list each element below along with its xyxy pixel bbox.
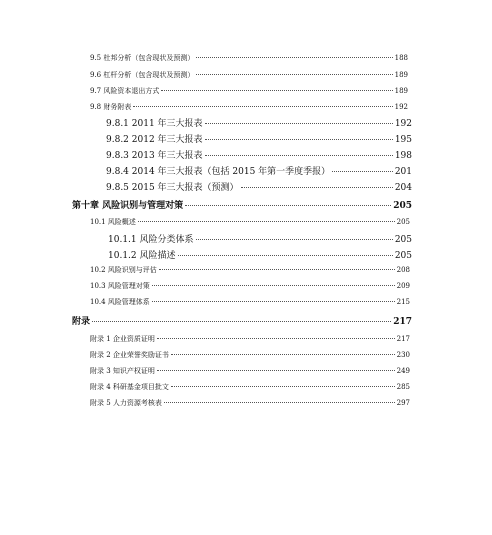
dot-leader — [205, 123, 393, 124]
dot-leader — [92, 321, 391, 322]
dot-leader — [157, 338, 395, 339]
toc-entry[interactable] — [108, 248, 412, 261]
dot-leader — [171, 386, 395, 387]
toc-entry-page: 205 — [396, 218, 410, 226]
toc-entry-page: 217 — [396, 335, 410, 343]
toc-entry-page: 192 — [394, 103, 408, 111]
dot-leader — [241, 187, 393, 188]
dot-leader — [196, 239, 393, 240]
toc-entry[interactable] — [90, 350, 410, 360]
toc-entry-label: 10.1.2 风险描述 — [108, 251, 176, 261]
toc-entry[interactable] — [90, 102, 408, 112]
dot-leader — [152, 301, 395, 302]
toc-entry[interactable] — [90, 382, 410, 392]
dot-leader — [133, 106, 392, 107]
toc-entry-label: 附录 4 科研基金项目批文 — [90, 383, 169, 391]
toc-entry-label: 9.8.3 2013 年三大报表 — [106, 151, 203, 161]
toc-entry-page: 205 — [393, 201, 412, 211]
toc-entry-label: 9.5 杜邦分析（包含现状及预测） — [90, 54, 195, 62]
toc-entry[interactable] — [90, 70, 408, 80]
toc-entry-page: 198 — [394, 151, 412, 161]
toc-entry-label: 9.8.1 2011 年三大报表 — [106, 119, 203, 129]
dot-leader — [196, 57, 392, 58]
toc-entry-page: 201 — [394, 167, 412, 177]
dot-leader — [159, 269, 395, 270]
toc-entry[interactable] — [108, 232, 412, 245]
toc-entry-page: 249 — [396, 367, 410, 375]
dot-leader — [171, 354, 395, 355]
toc-entry-label: 附录 3 知识产权证明 — [90, 367, 155, 375]
toc-entry-page: 230 — [396, 351, 410, 359]
toc-entry-label: 附录 — [72, 317, 91, 327]
toc-entry[interactable] — [90, 53, 408, 63]
toc-entry-page: 215 — [396, 298, 410, 306]
dot-leader — [196, 74, 392, 75]
toc-entry-label: 10.3 风险管理对策 — [90, 282, 150, 290]
toc-entry-label: 10.1.1 风险分类体系 — [108, 235, 194, 245]
toc-entry-label: 9.7 风险资本退出方式 — [90, 87, 160, 95]
toc-entry-page: 208 — [396, 266, 410, 274]
toc-entry-page: 205 — [394, 251, 412, 261]
toc-entry-label: 9.6 杠杆分析（包含现状及预测） — [90, 71, 195, 79]
toc-entry-page: 188 — [394, 54, 408, 62]
toc-entry-page: 205 — [394, 235, 412, 245]
toc-entry[interactable] — [90, 281, 410, 291]
toc-entry-page: 209 — [396, 282, 410, 290]
toc-entry[interactable] — [90, 86, 408, 96]
dot-leader — [205, 155, 393, 156]
toc-entry-label: 10.2 风险识别与评估 — [90, 266, 157, 274]
toc-entry-label: 9.8.2 2012 年三大报表 — [106, 135, 203, 145]
dot-leader — [185, 205, 391, 206]
dot-leader — [152, 285, 395, 286]
toc-entry-label: 10.4 风险管理体系 — [90, 298, 150, 306]
dot-leader — [164, 402, 395, 403]
toc-entry-page: 217 — [393, 317, 412, 327]
toc-entry-label: 9.8.4 2014 年三大报表（包括 2015 年第一季度季报） — [106, 167, 331, 177]
toc-entry-page: 297 — [396, 399, 410, 407]
toc-entry[interactable] — [106, 180, 412, 193]
toc-entry[interactable] — [106, 164, 412, 177]
toc-entry[interactable] — [90, 334, 410, 344]
toc-entry[interactable] — [90, 398, 410, 408]
dot-leader — [161, 90, 392, 91]
toc-entry-page: 192 — [394, 119, 412, 129]
toc-entry[interactable] — [90, 366, 410, 376]
toc-entry-label: 9.8 财务附表 — [90, 103, 132, 111]
toc-entry-page: 285 — [396, 383, 410, 391]
toc-entry-label: 9.8.5 2015 年三大报表（预测） — [106, 183, 239, 193]
toc-entry[interactable] — [90, 217, 410, 227]
toc-entry[interactable] — [106, 116, 412, 129]
toc-entry-page: 189 — [394, 87, 408, 95]
toc-entry-page: 204 — [394, 183, 412, 193]
toc-entry[interactable] — [106, 132, 412, 145]
toc-entry[interactable] — [90, 265, 410, 275]
dot-leader — [205, 139, 393, 140]
toc-entry[interactable] — [106, 148, 412, 161]
dot-leader — [138, 221, 395, 222]
toc-entry-label: 10.1 风险概述 — [90, 218, 136, 226]
toc-entry-page: 195 — [394, 135, 412, 145]
toc-entry-label: 附录 2 企业荣誉奖励证书 — [90, 351, 169, 359]
dot-leader — [332, 171, 393, 172]
toc-entry-appendix[interactable] — [72, 314, 412, 327]
toc-entry-label: 附录 1 企业资质证明 — [90, 335, 155, 343]
toc-entry-chapter[interactable] — [72, 198, 412, 211]
dot-leader — [157, 370, 395, 371]
dot-leader — [178, 255, 393, 256]
toc-entry-page: 189 — [394, 71, 408, 79]
toc-entry-label: 附录 5 人力资源考核表 — [90, 399, 162, 407]
toc-entry[interactable] — [90, 297, 410, 307]
toc-entry-label: 第十章 风险识别与管理对策 — [72, 201, 184, 211]
